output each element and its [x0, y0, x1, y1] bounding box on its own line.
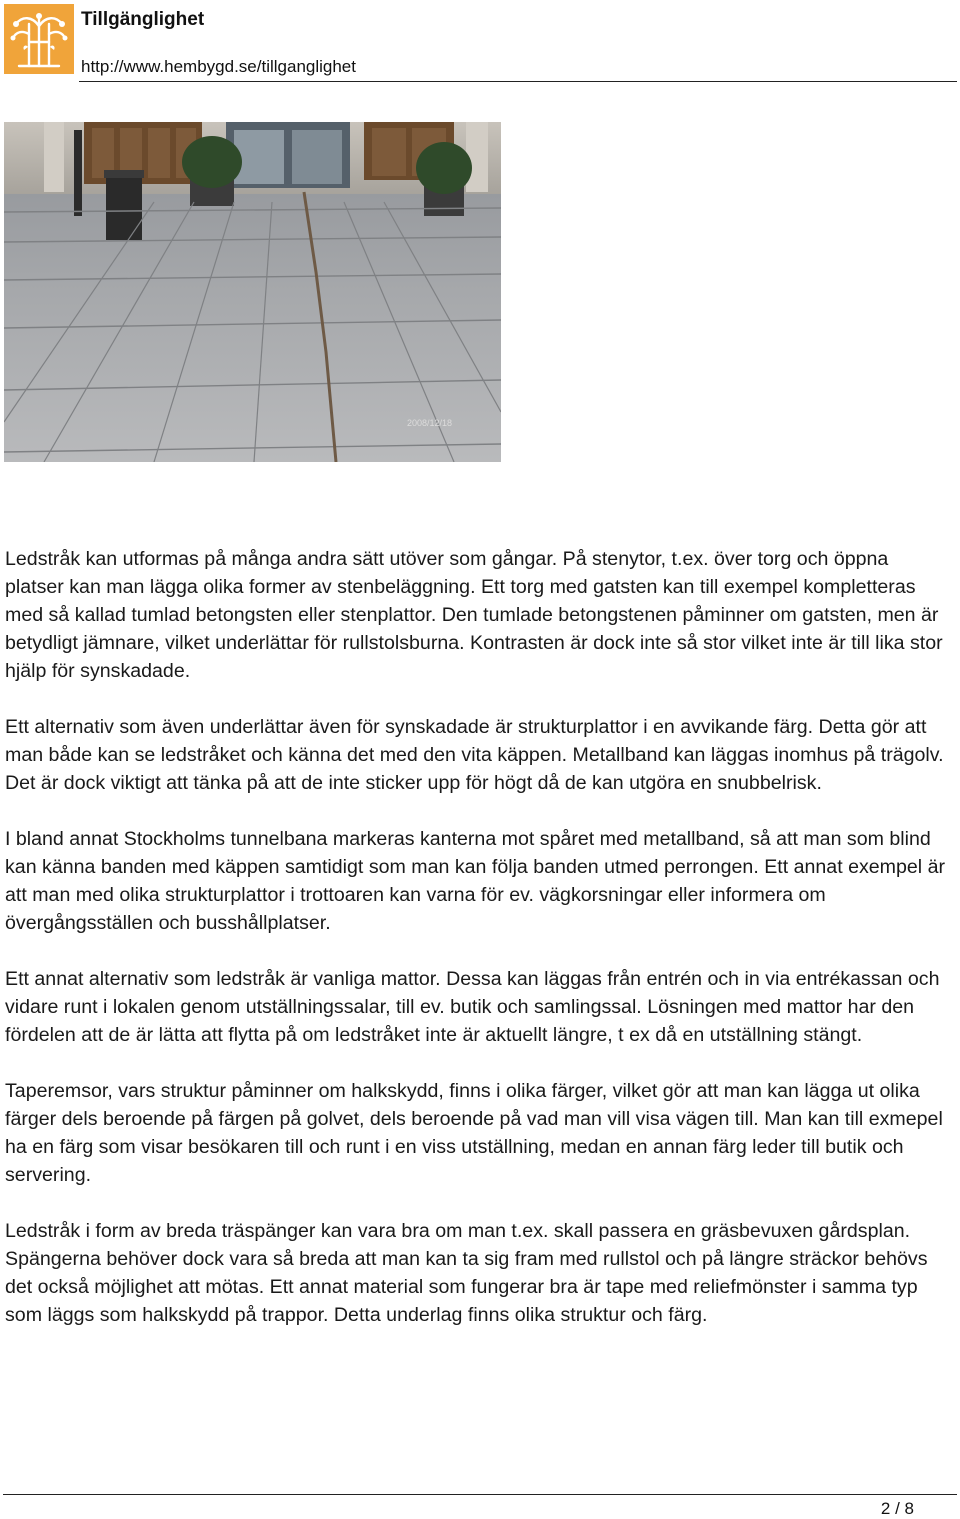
page-number: 2 / 8 — [880, 1499, 914, 1518]
paragraph-5: Taperemsor, vars struktur påminner om halkskydd, finns i olika färger, vilket gör att man kan lägga ut olika färger dels beroende på färgen på golvet, dels beroende på vad man vill visa vägen till. Man kan till exmepel ha en färg som visar besökaren till och runt i en viss utställning, medan en annan färg leder till butik och servering. — [5, 1080, 943, 1186]
header-divider — [79, 81, 957, 82]
article-body — [5, 545, 950, 1357]
paragraph-4: Ett annat alternativ som ledstråk är vanliga mattor. Dessa kan läggas från entrén och in via entrékassan och vidare runt i lokalen genom utställningssalar, till ev. butik och samlingssal. Lösningen med mattor har den fördelen att de är lätta att flytta på om ledstråket inte är aktuellt längre, t ex då en utställning stängt. — [5, 968, 940, 1046]
hembygd-logo-icon — [4, 4, 74, 74]
paragraph-3: I bland annat Stockholms tunnelbana markeras kanterna mot spåret med metallband, så att man som blind kan känna banden med käppen samtidigt som man kan följa banden utmed perrongen. Ett annat exempel är att man med olika strukturplattor i trottoaren kan varna för ev. vägkorsningar eller informera om övergångsställen och busshållplatser. — [5, 828, 946, 934]
paved-square-photo — [4, 122, 501, 462]
page-header — [0, 0, 960, 84]
paragraph-2: Ett alternativ som även underlättar även för synskadade är strukturplattor i en avvikande färg. Detta gör att man både kan se ledstråket och känna det med den vita käppen. Metallband kan läggas inomhus på trägolv. Det är dock viktigt att tänka på att de inte sticker upp för högt då de kan utgöra en snubbelrisk. — [5, 716, 944, 794]
footer-divider — [3, 1494, 957, 1495]
photo-date-stamp: 2008/12/18 — [406, 418, 452, 428]
site-title: Tillgänglighet — [81, 9, 205, 30]
paragraph-6: Ledstråk i form av breda träspänger kan vara bra om man t.ex. skall passera en gräsbevuxen gårdsplan. Spängerna behöver dock vara så breda att man kan ta sig fram med rullstol och på längre sträckor behövs det också möjlighet att mötas. Ett annat material som fungerar bra är tape med reliefmönster i samma typ som läggs som halkskydd på trappor. Detta underlag finns olika struktur och färg. — [5, 1220, 928, 1326]
paragraph-1: Ledstråk kan utformas på många andra sätt utöver som gångar. På stenytor, t.ex. över torg och öppna platser kan man lägga olika former av stenbeläggning. Ett torg med gatsten kan till exempel kompletteras med så kallad tumlad betongsten eller stenplattor. Den tumlade betongstenen påminner om gatsten, men är betydligt jämnare, vilket underlättar för rullstolsburna. Kontrasten är dock inte så stor vilket inte är till lika stor hjälp för synskadade. — [5, 548, 943, 682]
site-url[interactable]: http://www.hembygd.se/tillganglighet — [81, 57, 356, 76]
